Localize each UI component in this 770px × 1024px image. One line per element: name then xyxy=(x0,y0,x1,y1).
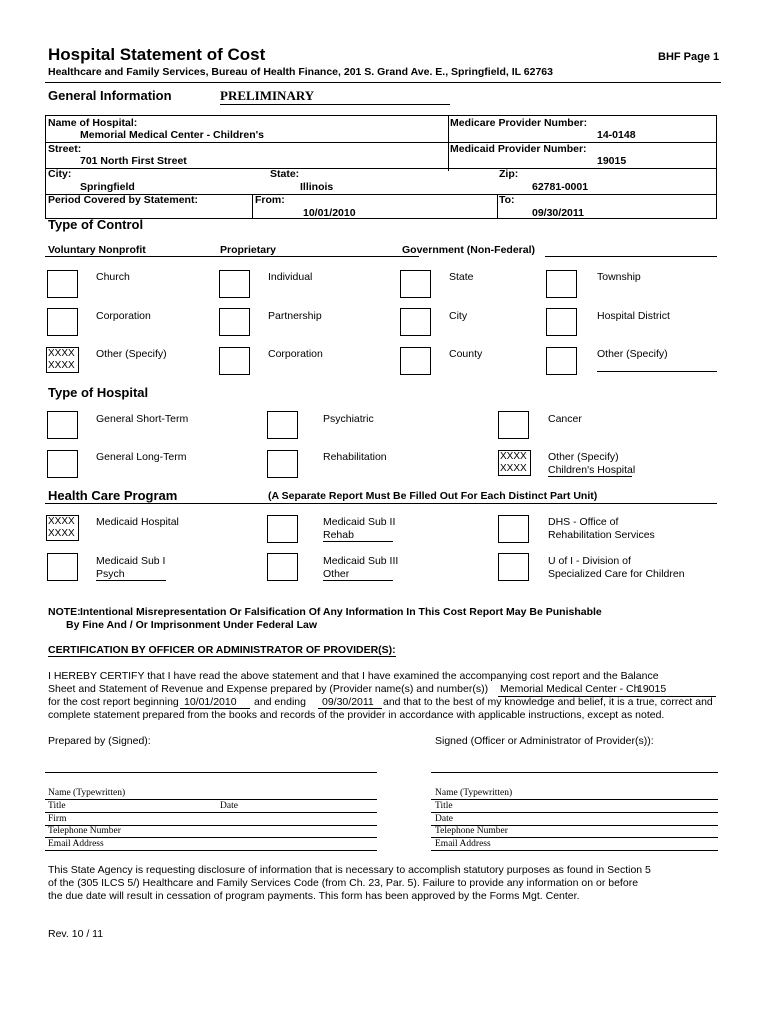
medicaid-hospital-label: Medicaid Hospital xyxy=(96,516,179,528)
to-date-value: 09/30/2011 xyxy=(532,207,584,219)
checkbox-mark: XXXX xyxy=(48,348,75,359)
checkbox-mark: XXXX xyxy=(500,463,527,474)
state-checkbox[interactable] xyxy=(400,270,431,298)
to-label: To: xyxy=(499,194,515,206)
section-rule xyxy=(45,256,419,257)
partnership-label: Partnership xyxy=(268,310,322,322)
individual-checkbox[interactable] xyxy=(219,270,250,298)
other-hospital-value: Children's Hospital xyxy=(548,464,636,476)
checkbox-mark: XXXX xyxy=(48,516,75,527)
certification-text-2: Sheet and Statement of Revenue and Expense prepared by (Provider name(s) and number(s)) xyxy=(48,683,489,695)
corporation-proprietary-label: Corporation xyxy=(268,348,323,360)
from-date-value: 10/01/2010 xyxy=(303,207,356,219)
cancer-label: Cancer xyxy=(548,413,582,425)
prepared-email-label: Email Address xyxy=(48,839,104,849)
section-rule xyxy=(45,503,717,504)
medicaid-sub1-checkbox[interactable] xyxy=(47,553,78,581)
prepared-signature-line[interactable] xyxy=(45,772,377,773)
program-note: (A Separate Report Must Be Filled Out For Each Distinct Part Unit) xyxy=(268,490,598,502)
other-nonprofit-checkbox[interactable] xyxy=(46,347,79,373)
field-line xyxy=(45,799,377,800)
note-text-2: By Fine And / Or Imprisonment Under Federal Law xyxy=(66,619,318,631)
officer-signature-line[interactable] xyxy=(431,772,718,773)
agency-address: Healthcare and Family Services, Bureau of Health Finance, 201 S. Grand Ave. E., Springfield, IL 62763 xyxy=(48,66,553,78)
medicaid-sub3-value: Other xyxy=(323,568,393,581)
certification-text-6: complete statement prepared from the books and records of the provider in accordance with applicable instructions, except as noted. xyxy=(48,709,665,721)
type-of-hospital-heading: Type of Hospital xyxy=(48,385,149,400)
provider-number-value: 19015 xyxy=(637,683,667,695)
certification-text: I HEREBY CERTIFY that I have read the above statement and that I have examined the accompanying cost report and the Balance xyxy=(48,670,659,682)
individual-label: Individual xyxy=(268,271,313,283)
medicaid-number-label: Medicaid Provider Number: xyxy=(450,143,587,155)
prepared-phone-label: Telephone Number xyxy=(48,826,121,836)
medicare-number-value: 14-0148 xyxy=(597,129,636,141)
other-nonprofit-label: Other (Specify) xyxy=(96,348,167,360)
county-checkbox[interactable] xyxy=(400,347,431,375)
dhs-checkbox[interactable] xyxy=(498,515,529,543)
officer-phone-label: Telephone Number xyxy=(435,826,508,836)
medicare-number-label: Medicare Provider Number: xyxy=(450,117,588,129)
officer-email-label: Email Address xyxy=(435,839,491,849)
other-government-label: Other (Specify) xyxy=(597,348,668,360)
table-divider xyxy=(46,142,716,143)
revision-label: Rev. 10 / 11 xyxy=(48,928,104,940)
certification-text-4: and ending xyxy=(254,696,306,708)
table-divider xyxy=(497,194,498,218)
township-checkbox[interactable] xyxy=(546,270,577,298)
note-label: NOTE: xyxy=(48,606,81,618)
general-short-term-label: General Short-Term xyxy=(96,413,189,425)
street-value: 701 North First Street xyxy=(80,155,187,167)
medicaid-sub3-checkbox[interactable] xyxy=(267,553,298,581)
header-rule xyxy=(45,82,721,83)
church-label: Church xyxy=(96,271,130,283)
government-column: Government (Non-Federal) xyxy=(402,244,536,256)
table-divider xyxy=(448,116,449,171)
field-line xyxy=(431,850,718,851)
county-label: County xyxy=(449,348,483,360)
medicaid-sub3-label: Medicaid Sub III xyxy=(323,555,399,567)
health-care-program-heading: Health Care Program xyxy=(48,488,178,503)
church-checkbox[interactable] xyxy=(47,270,78,298)
hospital-name-value: Memorial Medical Center - Children's xyxy=(80,129,264,141)
signed-by-label: Signed (Officer or Administrator of Provider(s)): xyxy=(435,735,654,747)
dhs-label: DHS - Office of xyxy=(548,516,619,528)
disclosure-text: This State Agency is requesting disclosure of information that is necessary to accomplish statutory purposes as found in Section 5 xyxy=(48,864,651,876)
city-value: Springfield xyxy=(80,181,135,193)
checkbox-mark: XXXX xyxy=(500,451,527,462)
state-value: Illinois xyxy=(300,181,334,193)
prepared-by-label: Prepared by (Signed): xyxy=(48,735,151,747)
uofi-label: U of I - Division of xyxy=(548,555,631,567)
city-label: City: xyxy=(48,168,72,180)
zip-label: Zip: xyxy=(499,168,519,180)
note-text: Intentional Misrepresentation Or Falsification Of Any Information In This Cost Report May Be Punishable xyxy=(80,606,602,618)
general-long-term-checkbox[interactable] xyxy=(47,450,78,478)
table-divider xyxy=(46,168,716,169)
field-line xyxy=(431,812,718,813)
prepared-date-label: Date xyxy=(220,801,238,811)
certification-text-3: for the cost report beginning xyxy=(48,696,179,708)
status-badge: PRELIMINARY xyxy=(220,88,450,105)
psychiatric-checkbox[interactable] xyxy=(267,411,298,439)
other-hospital-label: Other (Specify) xyxy=(548,451,619,463)
hospital-district-label: Hospital District xyxy=(597,310,670,322)
field-line xyxy=(431,799,718,800)
general-short-term-checkbox[interactable] xyxy=(47,411,78,439)
state-label: State: xyxy=(270,168,300,180)
page-title: Hospital Statement of Cost xyxy=(48,45,266,64)
medicaid-sub2-checkbox[interactable] xyxy=(267,515,298,543)
checkbox-mark: XXXX xyxy=(48,528,75,539)
rehabilitation-label: Rehabilitation xyxy=(323,451,387,463)
hospital-district-checkbox[interactable] xyxy=(546,308,577,336)
general-information-heading: General Information xyxy=(48,88,172,103)
from-label: From: xyxy=(255,194,285,206)
section-rule xyxy=(545,256,717,257)
prepared-name-label: Name (Typewritten) xyxy=(48,788,126,798)
medicaid-sub2-label: Medicaid Sub II xyxy=(323,516,396,528)
city-control-label: City xyxy=(449,310,468,322)
corporation-nonprofit-label: Corporation xyxy=(96,310,151,322)
proprietary-column: Proprietary xyxy=(220,244,277,256)
prepared-firm-label: Firm xyxy=(48,814,67,824)
medicaid-number-value: 19015 xyxy=(597,155,627,167)
medicaid-sub2-value: Rehab xyxy=(323,529,393,542)
city-checkbox[interactable] xyxy=(400,308,431,336)
field-line xyxy=(431,837,718,838)
voluntary-nonprofit-column: Voluntary Nonprofit xyxy=(48,244,146,256)
medicaid-sub1-value: Psych xyxy=(96,568,166,581)
cost-report-begin-date: 10/01/2010 xyxy=(180,696,250,709)
specify-line xyxy=(597,371,717,372)
uofi-checkbox[interactable] xyxy=(498,553,529,581)
dhs-label-2: Rehabilitation Services xyxy=(548,529,655,541)
table-divider xyxy=(252,194,253,218)
township-label: Township xyxy=(597,271,641,283)
period-label: Period Covered by Statement: xyxy=(48,194,198,206)
hospital-name-label: Name of Hospital: xyxy=(48,117,138,129)
officer-name-label: Name (Typewritten) xyxy=(435,788,513,798)
other-hospital-checkbox[interactable] xyxy=(498,450,531,476)
field-line xyxy=(45,850,377,851)
psychiatric-label: Psychiatric xyxy=(323,413,374,425)
certification-heading: CERTIFICATION BY OFFICER OR ADMINISTRATOR OF PROVIDER(S): xyxy=(48,644,396,656)
prepared-title-label: Title xyxy=(48,801,66,811)
cost-report-end-date: 09/30/2011 xyxy=(318,696,382,709)
officer-title-label: Title xyxy=(435,801,453,811)
certification-text-5: and that to the best of my knowledge and belief, it is a true, correct and xyxy=(383,696,713,708)
medicaid-hospital-checkbox[interactable] xyxy=(46,515,79,541)
disclosure-text-2: of the (305 ILCS 5/) Healthcare and Family Services Code (from Ch. 23, Par. 5). Failure to provide any information on or before xyxy=(48,877,639,889)
partnership-checkbox[interactable] xyxy=(219,308,250,336)
zip-value: 62781-0001 xyxy=(532,181,589,193)
cancer-checkbox[interactable] xyxy=(498,411,529,439)
corporation-proprietary-checkbox[interactable] xyxy=(219,347,250,375)
other-government-checkbox[interactable] xyxy=(546,347,577,375)
state-control-label: State xyxy=(449,271,474,283)
checkbox-mark: XXXX xyxy=(48,360,75,371)
field-line xyxy=(45,812,377,813)
corporation-nonprofit-checkbox[interactable] xyxy=(47,308,78,336)
general-long-term-label: General Long-Term xyxy=(96,451,187,463)
medicaid-sub1-label: Medicaid Sub I xyxy=(96,555,166,567)
page-number: BHF Page 1 xyxy=(658,51,720,63)
type-of-control-heading: Type of Control xyxy=(48,217,144,232)
officer-date-label: Date xyxy=(435,814,453,824)
disclosure-text-3: the due date will result in cessation of program payments. This form has been approved by the Forms Mgt. Center. xyxy=(48,890,580,902)
field-line xyxy=(45,837,377,838)
rehabilitation-checkbox[interactable] xyxy=(267,450,298,478)
uofi-label-2: Specialized Care for Children xyxy=(548,568,685,580)
street-label: Street: xyxy=(48,143,82,155)
provider-name-value: Memorial Medical Center - Ch xyxy=(500,683,640,695)
